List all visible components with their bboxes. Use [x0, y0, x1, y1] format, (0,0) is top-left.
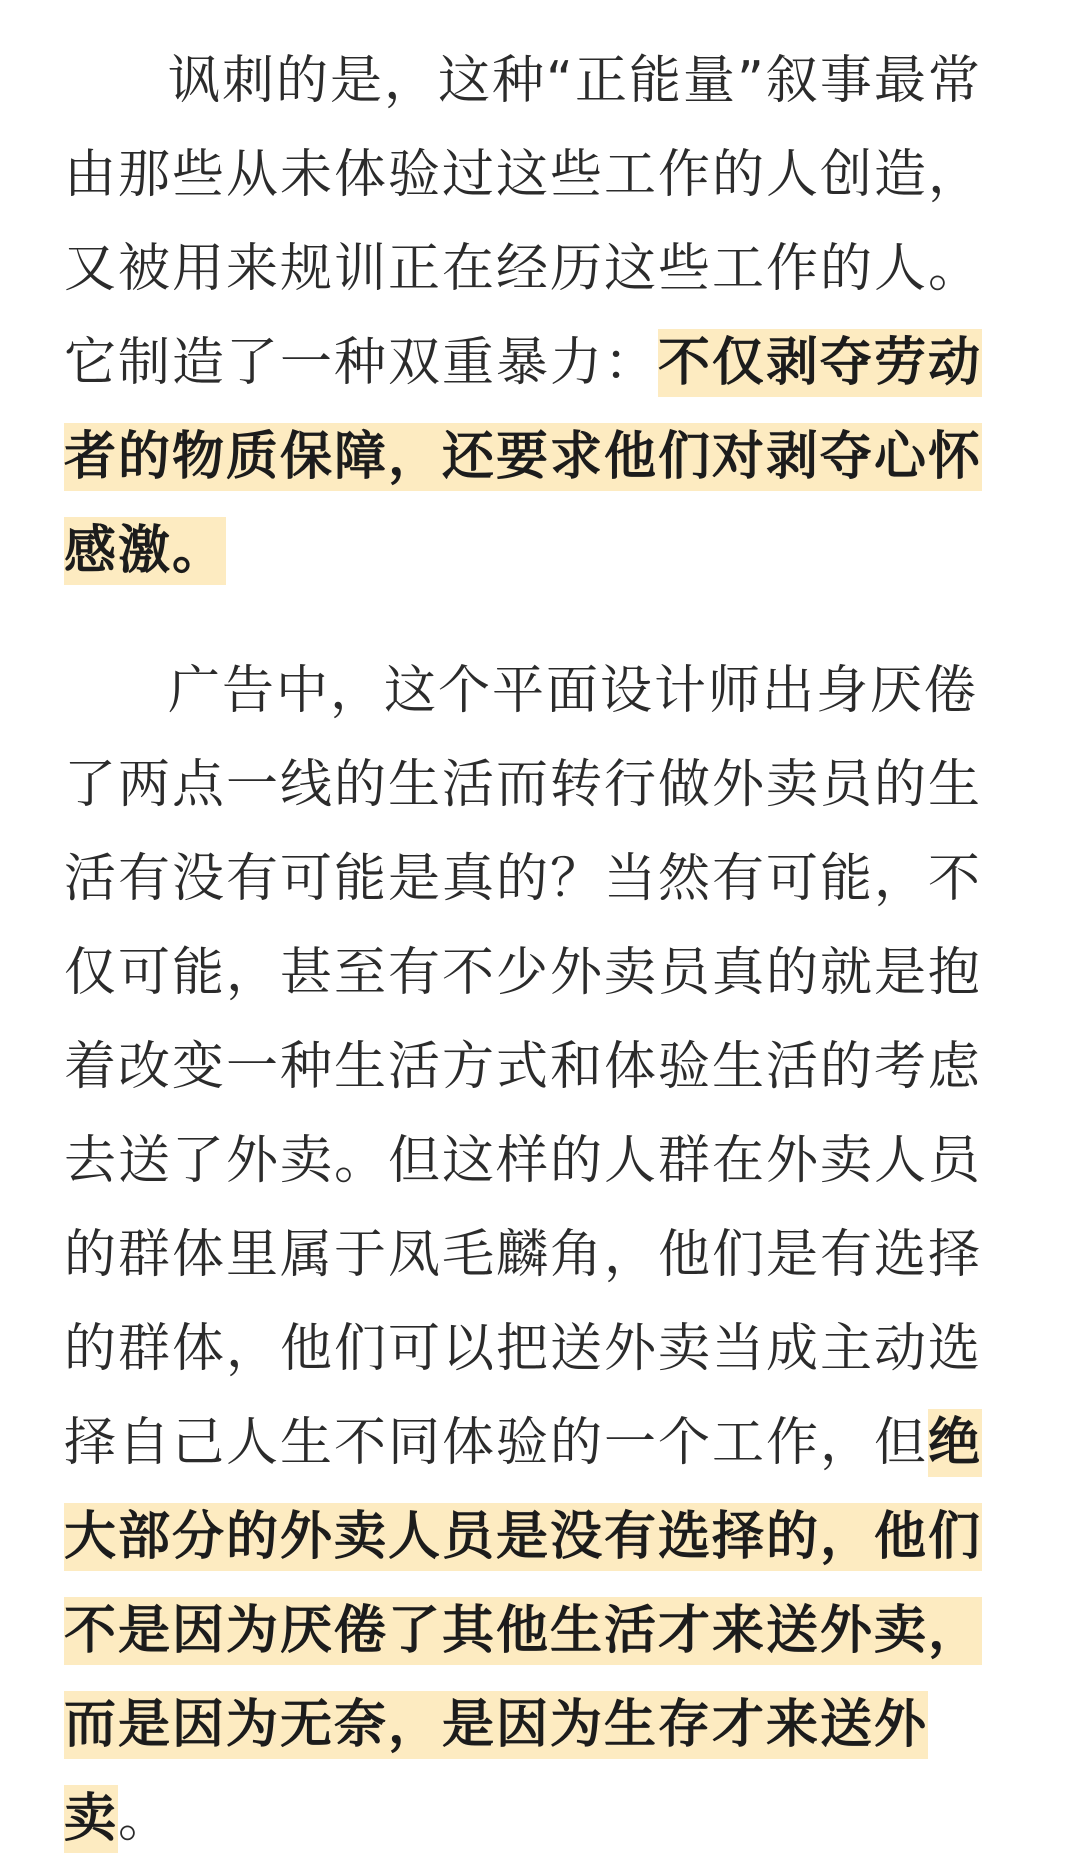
paragraph-2-highlight: 绝大部分的外卖人员是没有选择的，他们不是因为厌倦了其他生活才来送外卖，而是因为无奈，是因为生存才来送外卖 [64, 1409, 982, 1853]
paragraph-1-highlight: 不仅剥夺劳动者的物质保障，还要求他们对剥夺心怀感激。 [64, 329, 982, 585]
paragraph-2-text: 广告中，这个平面设计师出身厌倦了两点一线的生活而转行做外卖员的生活有没有可能是真的？当然有可能，不仅可能，甚至有不少外卖员真的就是抱着改变一种生活方式和体验生活的考虑去送了外卖。但这样的人群在外卖人员的群体里属于凤毛麟角，他们是有选择的群体，他们可以把送外卖当成主动选择自己人生不同体验的一个工作，但 [64, 661, 983, 1473]
paragraph-1-text: 讽刺的是，这种“正能量”叙事最常由那些从未体验过这些工作的人创造，又被用来规训正在经历这些工作的人。它制造了一种双重暴力： [64, 51, 983, 393]
paragraph-2-tail: 。 [118, 1789, 173, 1849]
paragraph-1 [64, 34, 984, 598]
paragraph-2 [64, 644, 984, 1866]
article-body [64, 34, 984, 1866]
